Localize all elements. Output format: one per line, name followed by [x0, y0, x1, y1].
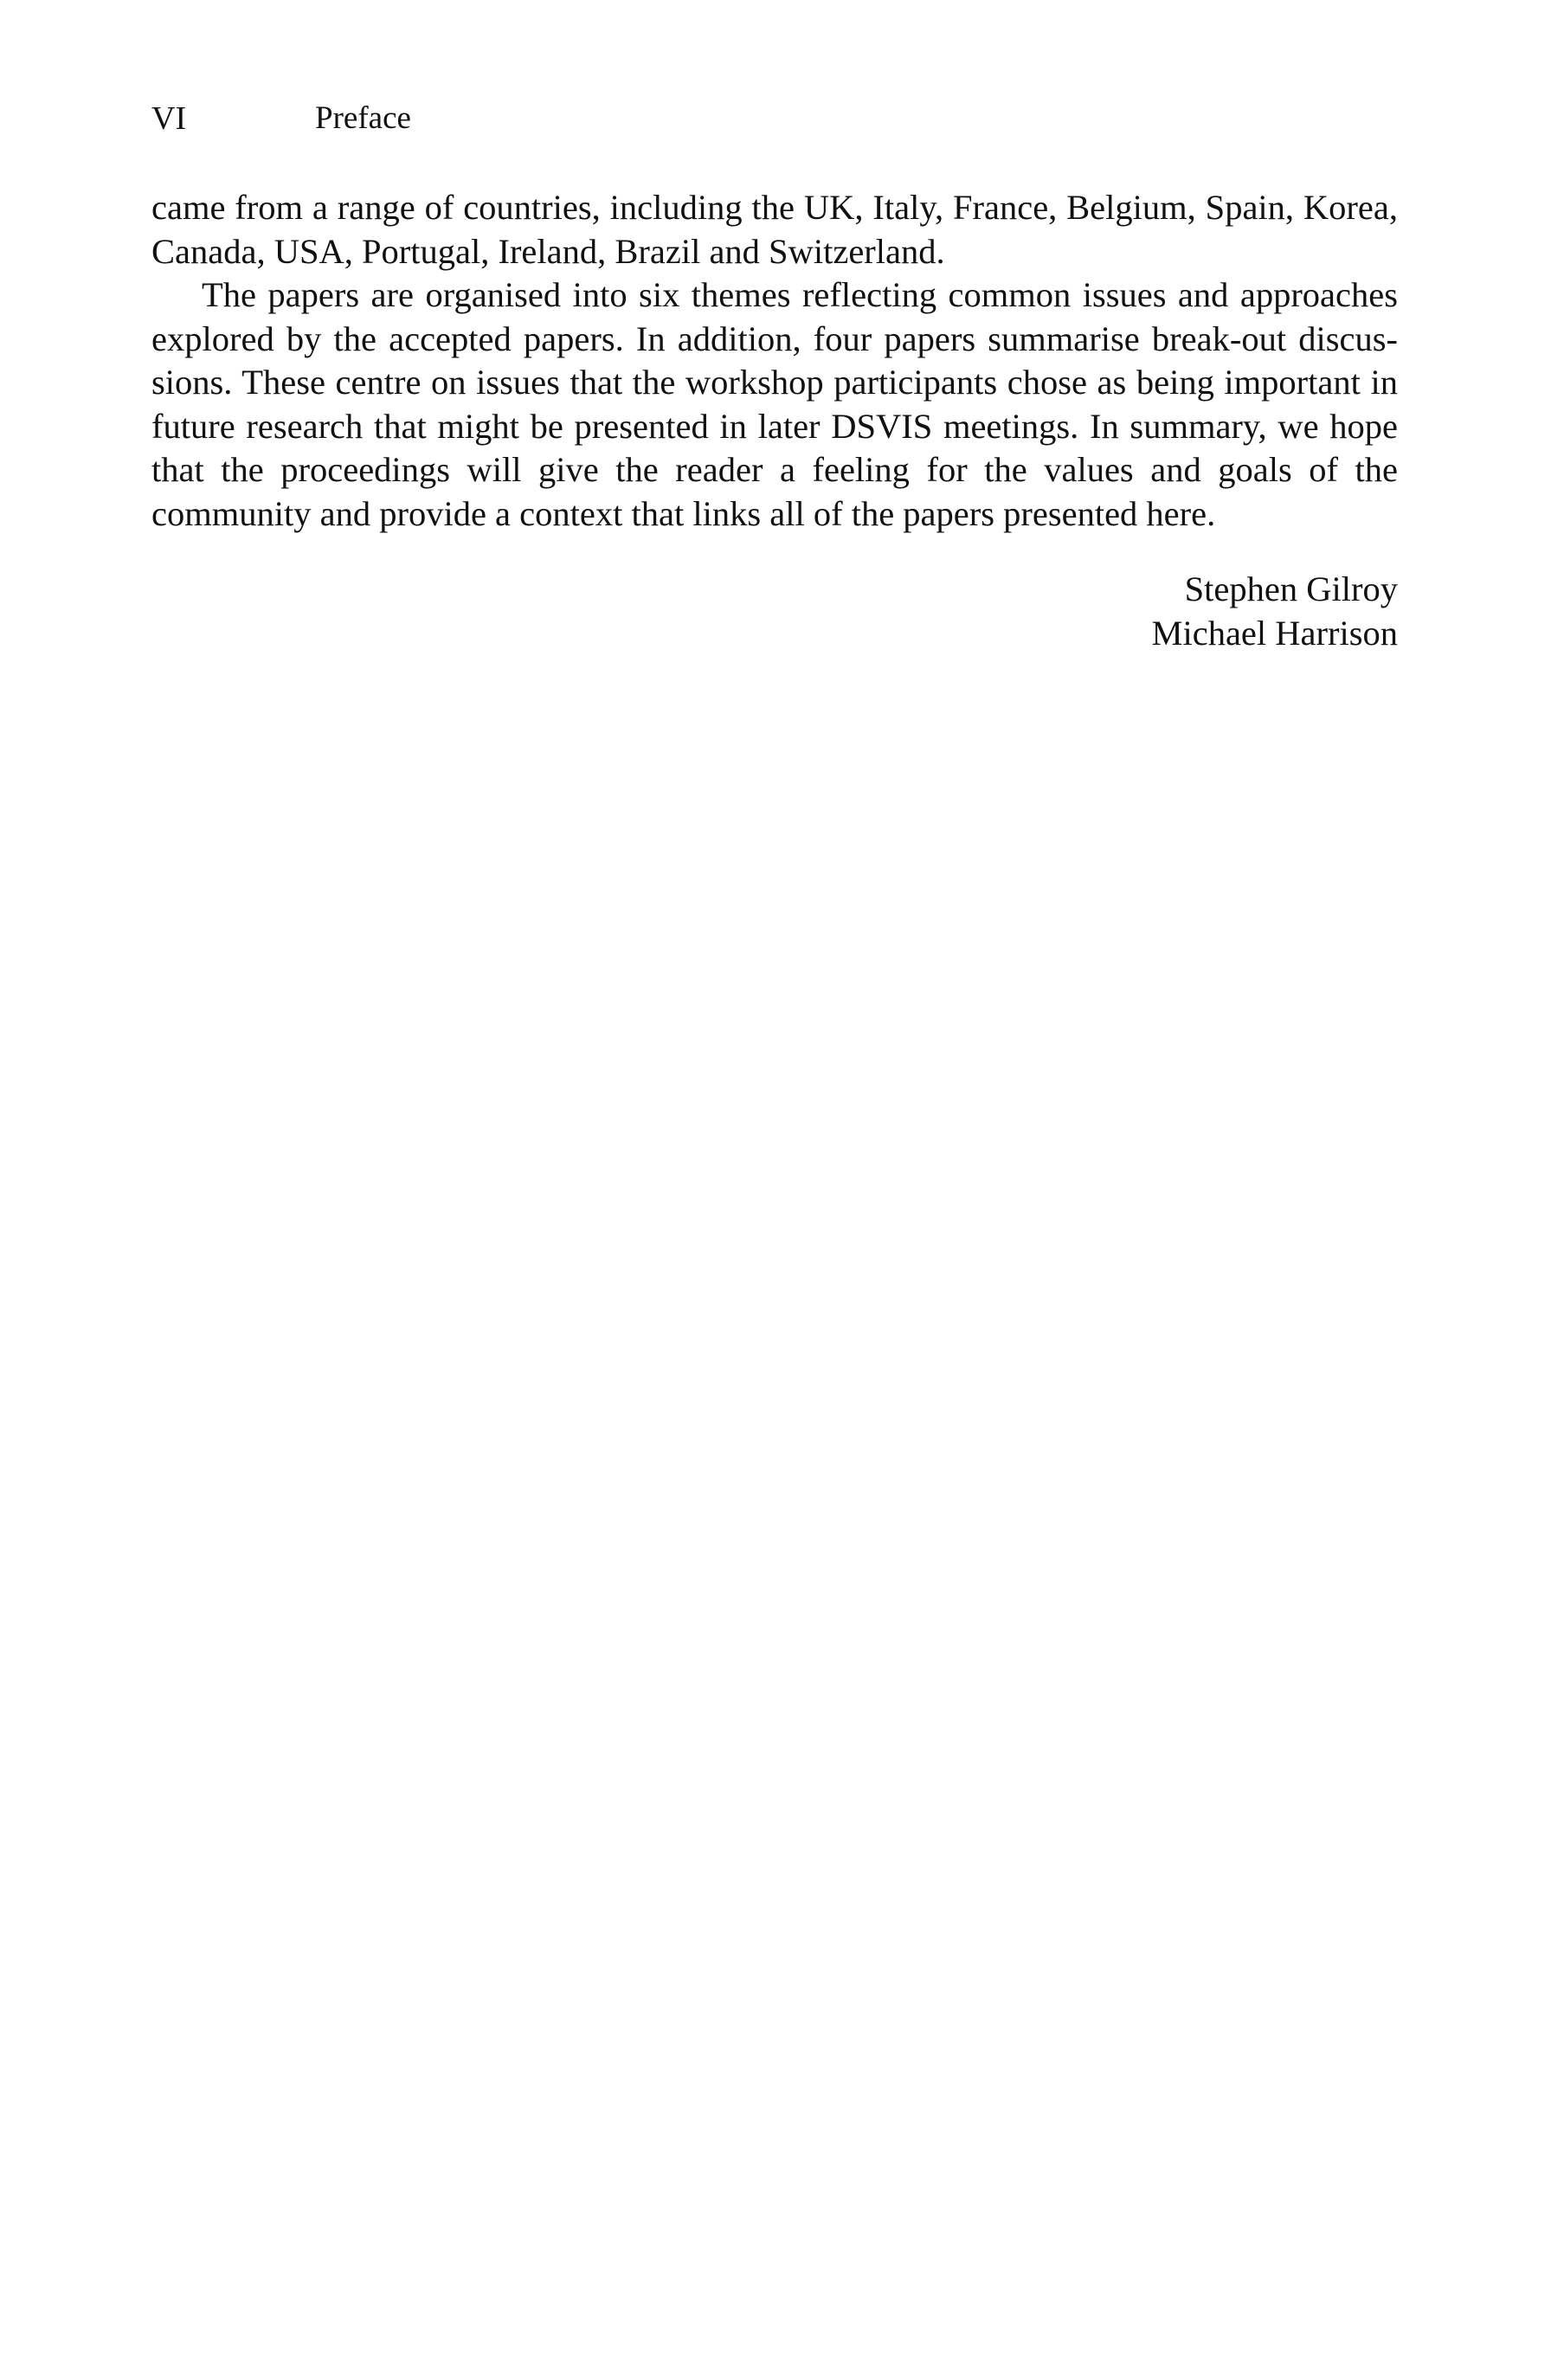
running-head	[151, 97, 1398, 140]
running-title: Preface	[315, 100, 411, 136]
paragraph-continuation: came from a range of countries, including the UK, Italy, France, Belgium, Spain, Korea, Canada, USA, Portugal, Ireland, Brazil and Switzerland.	[151, 188, 1398, 271]
signature-name: Stephen Gilroy	[1184, 569, 1398, 608]
page-number: VI	[151, 100, 187, 137]
body-text	[151, 186, 1398, 536]
signature-name: Michael Harrison	[1151, 613, 1398, 653]
signature-block	[151, 568, 1398, 655]
paragraph-themes: The papers are organised into six themes reflecting common issues and approaches explored by the accepted papers. In addition, four papers summarise break-out discussions. These centre on issues that the workshop participants chose as being important in future research that might be presented in later DSVIS meetings. In summary, we hope that the proceedings will give the reader a feeling for the values and goals of the community and provide a context that links all of the papers presented here.	[151, 275, 1398, 533]
